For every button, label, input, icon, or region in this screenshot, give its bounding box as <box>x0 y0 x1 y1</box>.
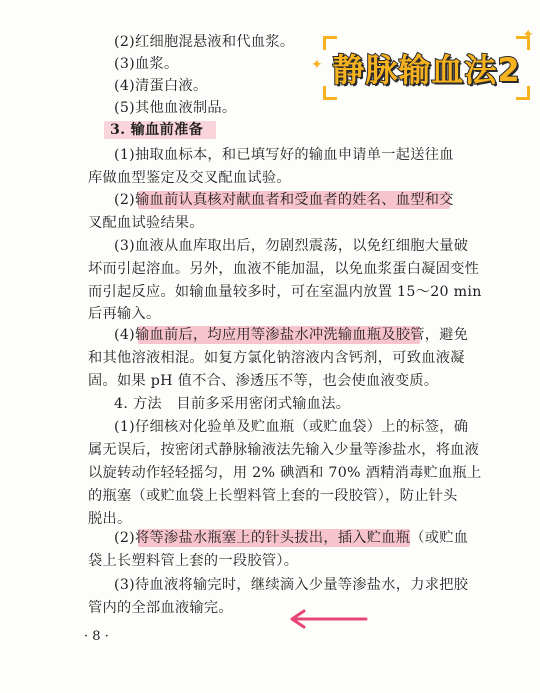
text-line: 属无误后，按密闭式静脉输液法先输入少量等渗盐水，将血液 <box>88 442 480 458</box>
arrow-left-icon <box>286 608 368 630</box>
text-line: 坏而引起溶血。另外，血液不能加温，以免血浆蛋白凝固变性 <box>88 261 480 277</box>
text-line: 以旋转动作轻轻摇匀，用 2% 碘酒和 70% 酒精消毒贮血瓶上 <box>88 465 482 481</box>
text-line: 固。如果 pH 值不合、渗透压不等，也会使血液变质。 <box>88 373 439 389</box>
title-sticker <box>311 27 534 100</box>
text-line: 叉配血试验结果。 <box>88 215 204 231</box>
section-heading: 3. 输血前准备 <box>110 122 204 138</box>
text-line: 库做血型鉴定及交叉配血试验。 <box>88 170 291 186</box>
page-number: · 8 · <box>84 629 109 644</box>
text-line: 和其他溶液相混。如复方氯化钠溶液内含钙剂，可致血液凝 <box>88 350 465 366</box>
text-line: 管内的全部血液输完。 <box>88 600 233 616</box>
text-line: (2)将等渗盐水瓶塞上的针头拔出，插入贮血瓶（或贮血 <box>114 530 469 546</box>
sparkle-icon: ✦ <box>522 27 534 43</box>
text-line: (3)待血液将输完时，继续滴入少量等渗盐水，力求把胶 <box>114 577 469 593</box>
text-line: 袋上长塑料管上套的一段胶管）。 <box>88 553 299 569</box>
text-line: 而引起反应。如输血量较多时，可在室温内放置 15～20 min <box>88 284 482 300</box>
sparkle-icon: ✦ <box>311 57 323 73</box>
title-text: 静脉输血法2 <box>332 51 521 89</box>
text-line: (3)血液从血库取出后，勿剧烈震荡，以免红细胞大量破 <box>114 238 469 254</box>
text-line: 的瓶塞（或贮血袋上长塑料管上套的一段胶管），防止针头 <box>88 488 458 504</box>
text-line: (1)抽取血标本，和已填写好的输血申请单一起送往血 <box>114 147 454 163</box>
text-line: 后再输入。 <box>88 306 161 322</box>
text-line: 脱出。 <box>88 511 132 527</box>
text-line: (5)其他血液制品。 <box>114 100 237 116</box>
text-line: (2)输血前认真核对献血者和受血者的姓名、血型和交 <box>114 192 454 208</box>
text-line: (1)仔细核对化验单及贮血瓶（或贮血袋）上的标签，确 <box>114 419 469 435</box>
section-heading: 4. 方法 目前多采用密闭式输血法。 <box>114 396 351 412</box>
text-line: (4)输血前后，均应用等渗盐水冲洗输血瓶及胶管，避免 <box>114 327 469 343</box>
text-line: (2)红细胞混悬液和代血浆。 <box>114 34 295 50</box>
corner-bracket-icon <box>516 86 530 100</box>
corner-bracket-icon <box>323 36 337 50</box>
text-line: (3)血浆。 <box>114 56 179 72</box>
text-line: (4)清蛋白液。 <box>114 78 208 94</box>
corner-bracket-icon <box>323 86 337 100</box>
